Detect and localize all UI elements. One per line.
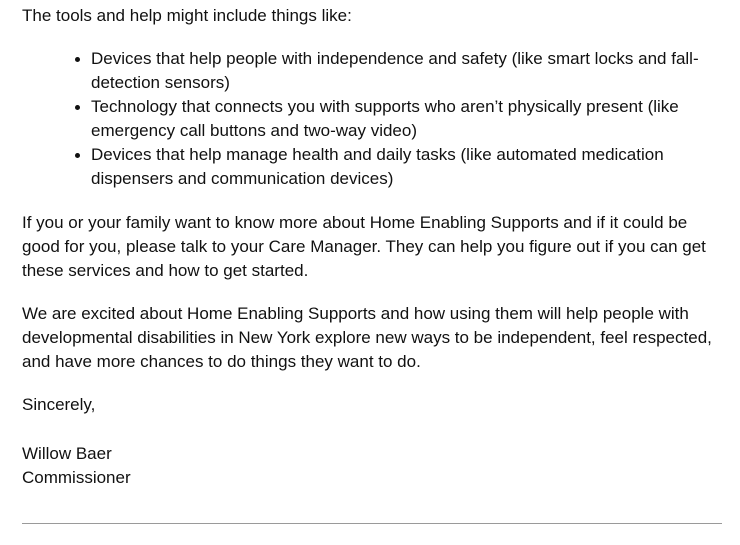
list-item-text: Technology that connects you with supports who aren’t physically present (like emergency call buttons and two-way video) (91, 97, 679, 140)
list-item (91, 143, 722, 191)
letter-body (22, 4, 722, 490)
bullet-icon (75, 105, 80, 110)
closing: Sincerely, (22, 395, 96, 414)
bullet-icon (75, 153, 80, 158)
list-item-text: Devices that help manage health and daily tasks (like automated medication dispensers and communication devices) (91, 145, 664, 188)
list-item (91, 95, 722, 143)
signer-title: Commissioner (22, 468, 131, 487)
tools-list (22, 47, 722, 191)
list-item (91, 47, 722, 95)
excited-paragraph: We are excited about Home Enabling Supports and how using them will help people with developmental disabilities in New York explore new ways to be independent, feel respected, and have more chances to do things they want to do. (22, 304, 712, 371)
signer-name: Willow Baer (22, 444, 112, 463)
list-item-text: Devices that help people with independence and safety (like smart locks and fall-detection sensors) (91, 49, 699, 92)
bullet-icon (75, 57, 80, 62)
divider (22, 523, 722, 524)
contact-paragraph: If you or your family want to know more about Home Enabling Supports and if it could be good for you, please talk to your Care Manager. They can help you figure out if you can get these services and how to get started. (22, 213, 706, 280)
tools-intro: The tools and help might include things like: (22, 6, 352, 25)
